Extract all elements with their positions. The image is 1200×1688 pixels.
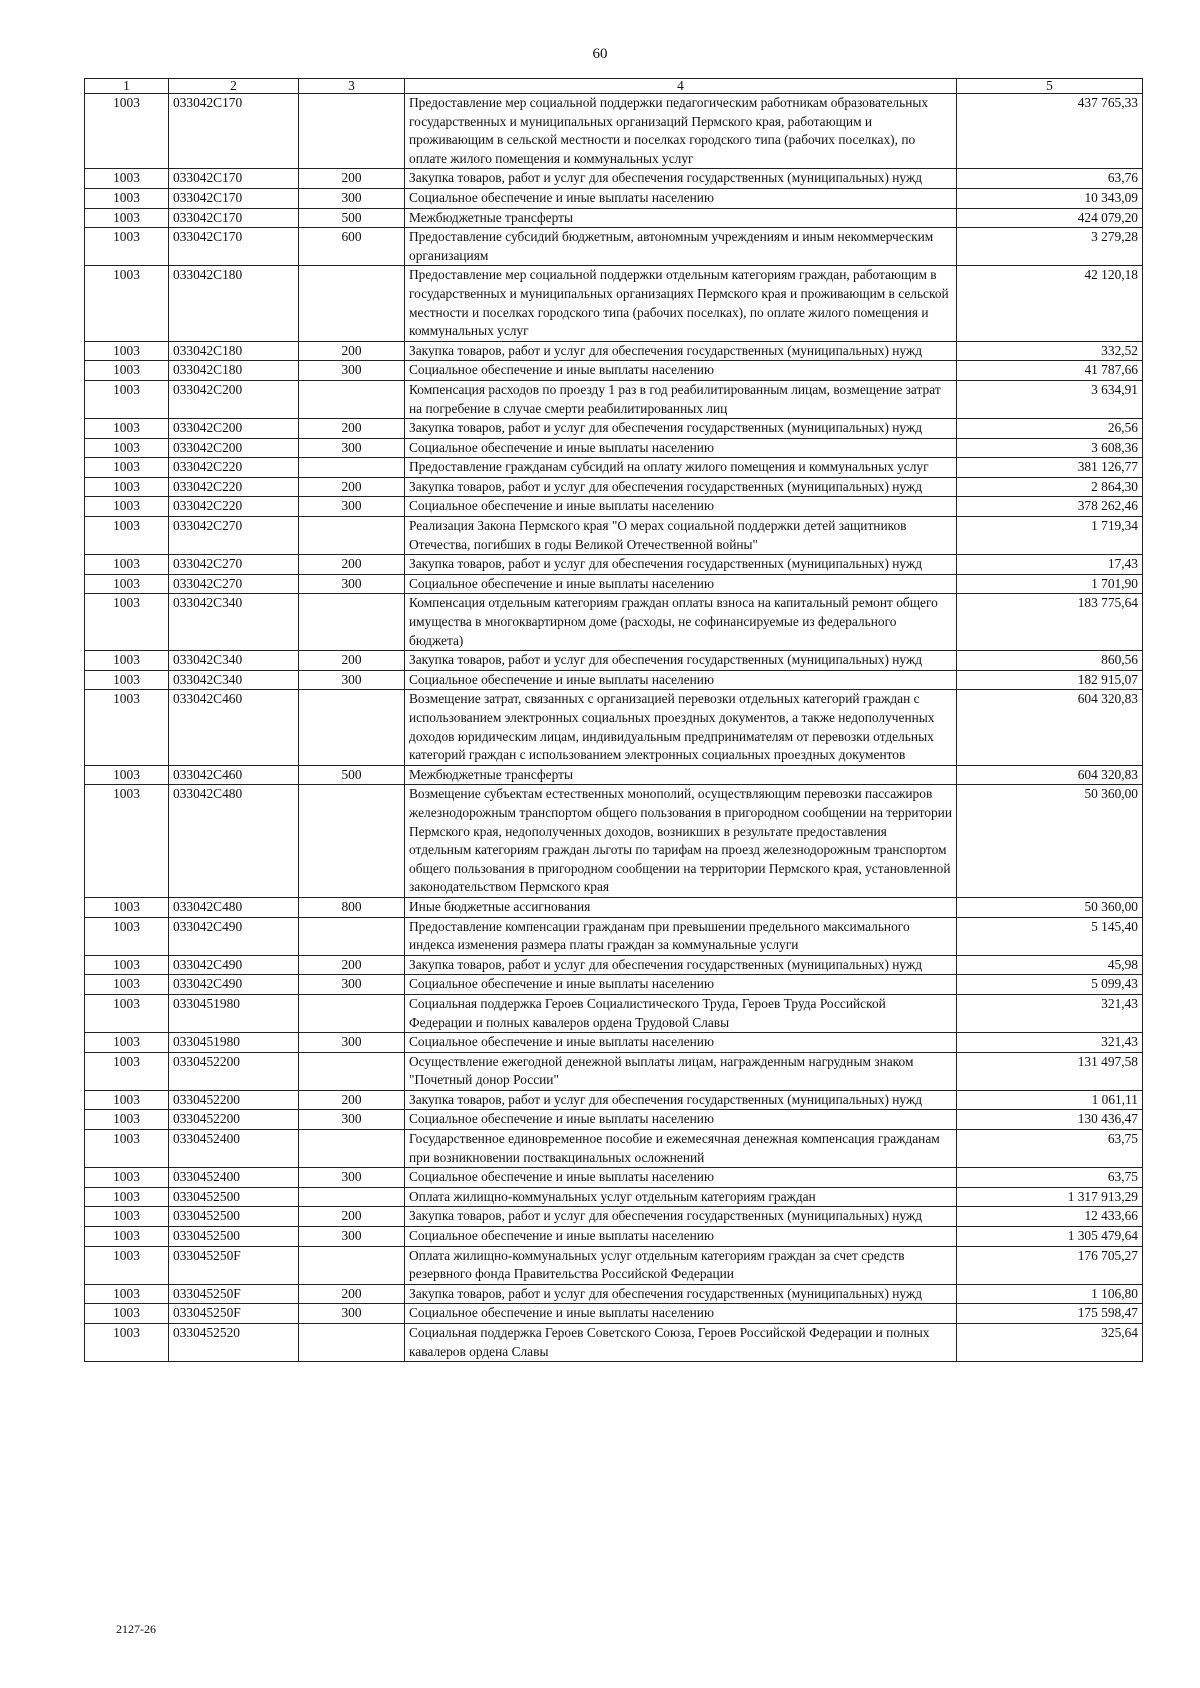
table-row [85,1090,1143,1110]
table-row [85,380,1143,418]
expense-type-cell [299,266,405,341]
expense-type-cell [299,994,405,1032]
description-cell: Социальное обеспечение и иные выплаты населению [405,1033,957,1053]
expense-type-cell [299,1052,405,1090]
expense-type-cell: 200 [299,651,405,671]
description-cell: Оплата жилищно-коммунальных услуг отдельным категориям граждан за счет средств резервного фонда Правительства Российской Федерации [405,1246,957,1284]
amount-cell: 63,76 [957,169,1143,189]
section-code-cell: 1003 [85,208,169,228]
target-item-cell: 0330452520 [169,1324,299,1362]
expense-type-cell: 500 [299,208,405,228]
amount-cell: 3 608,36 [957,438,1143,458]
target-item-cell: 033045250F [169,1246,299,1284]
expense-type-cell: 200 [299,169,405,189]
table-row [85,1284,1143,1304]
description-cell: Межбюджетные трансферты [405,208,957,228]
table-row [85,1187,1143,1207]
description-cell: Социальное обеспечение и иные выплаты населению [405,188,957,208]
target-item-cell: 033042С490 [169,955,299,975]
expense-type-cell: 300 [299,1168,405,1188]
table-row [85,1207,1143,1227]
expense-type-cell [299,594,405,651]
description-cell: Закупка товаров, работ и услуг для обеспечения государственных (муниципальных) нужд [405,419,957,439]
header-col-3: 3 [299,79,405,94]
target-item-cell: 0330452500 [169,1207,299,1227]
section-code-cell: 1003 [85,785,169,898]
amount-cell: 437 765,33 [957,94,1143,169]
expense-type-cell: 300 [299,574,405,594]
section-code-cell: 1003 [85,955,169,975]
amount-cell: 5 145,40 [957,917,1143,955]
table-row [85,955,1143,975]
amount-cell: 41 787,66 [957,361,1143,381]
target-item-cell: 033042С480 [169,785,299,898]
expense-type-cell: 300 [299,670,405,690]
section-code-cell: 1003 [85,266,169,341]
expense-type-cell: 300 [299,1033,405,1053]
table-row [85,517,1143,555]
expense-type-cell: 200 [299,955,405,975]
target-item-cell: 033042С200 [169,419,299,439]
section-code-cell: 1003 [85,897,169,917]
target-item-cell: 033042С270 [169,555,299,575]
description-cell: Оплата жилищно-коммунальных услуг отдельным категориям граждан [405,1187,957,1207]
description-cell: Предоставление субсидий бюджетным, автономным учреждениям и иным некоммерческим организациям [405,228,957,266]
description-cell: Межбюджетные трансферты [405,765,957,785]
target-item-cell: 033042С180 [169,341,299,361]
description-cell: Закупка товаров, работ и услуг для обеспечения государственных (муниципальных) нужд [405,477,957,497]
table-row [85,574,1143,594]
header-col-2: 2 [169,79,299,94]
description-cell: Предоставление компенсации гражданам при превышении предельного максимального индекса изменения размера платы граждан за коммунальные услуги [405,917,957,955]
target-item-cell: 033042С180 [169,266,299,341]
amount-cell: 63,75 [957,1168,1143,1188]
target-item-cell: 033042С220 [169,458,299,478]
section-code-cell: 1003 [85,380,169,418]
table-row [85,228,1143,266]
expense-type-cell: 600 [299,228,405,266]
section-code-cell: 1003 [85,438,169,458]
description-cell: Осуществление ежегодной денежной выплаты лицам, награжденным нагрудным знаком "Почетный донор России" [405,1052,957,1090]
section-code-cell: 1003 [85,670,169,690]
expense-type-cell: 800 [299,897,405,917]
table-row [85,594,1143,651]
section-code-cell: 1003 [85,1090,169,1110]
description-cell: Социальное обеспечение и иные выплаты населению [405,438,957,458]
table-row [85,1130,1143,1168]
target-item-cell: 033042С270 [169,574,299,594]
expense-type-cell: 300 [299,497,405,517]
target-item-cell: 0330452400 [169,1168,299,1188]
table-row [85,1033,1143,1053]
amount-cell: 42 120,18 [957,266,1143,341]
description-cell: Закупка товаров, работ и услуг для обеспечения государственных (муниципальных) нужд [405,955,957,975]
expense-type-cell [299,785,405,898]
target-item-cell: 033042С270 [169,517,299,555]
section-code-cell: 1003 [85,341,169,361]
table-row [85,1246,1143,1284]
target-item-cell: 033042С200 [169,438,299,458]
target-item-cell: 033042С490 [169,917,299,955]
table-row [85,438,1143,458]
amount-cell: 5 099,43 [957,975,1143,995]
description-cell: Социальное обеспечение и иные выплаты населению [405,670,957,690]
section-code-cell: 1003 [85,1110,169,1130]
expense-type-cell [299,458,405,478]
amount-cell: 1 061,11 [957,1090,1143,1110]
table-row [85,477,1143,497]
amount-cell: 45,98 [957,955,1143,975]
expense-type-cell: 300 [299,438,405,458]
description-cell: Компенсация отдельным категориям граждан оплаты взноса на капитальный ремонт общего имущества в многоквартирном доме (расходы, не софинансируемые из федерального бюджета) [405,594,957,651]
description-cell: Закупка товаров, работ и услуг для обеспечения государственных (муниципальных) нужд [405,1284,957,1304]
header-col-4: 4 [405,79,957,94]
expense-type-cell [299,690,405,765]
expense-type-cell [299,1187,405,1207]
expense-type-cell [299,517,405,555]
table-row [85,419,1143,439]
description-cell: Закупка товаров, работ и услуг для обеспечения государственных (муниципальных) нужд [405,651,957,671]
description-cell: Социальное обеспечение и иные выплаты населению [405,1304,957,1324]
section-code-cell: 1003 [85,765,169,785]
header-col-1: 1 [85,79,169,94]
section-code-cell: 1003 [85,1246,169,1284]
description-cell: Компенсация расходов по проезду 1 раз в год реабилитированным лицам, возмещение затрат на погребение в случае смерти реабилитированных лиц [405,380,957,418]
table-row [85,188,1143,208]
amount-cell: 424 079,20 [957,208,1143,228]
description-cell: Предоставление гражданам субсидий на оплату жилого помещения и коммунальных услуг [405,458,957,478]
header-col-5: 5 [957,79,1143,94]
amount-cell: 604 320,83 [957,765,1143,785]
amount-cell: 1 719,34 [957,517,1143,555]
section-code-cell: 1003 [85,517,169,555]
amount-cell: 183 775,64 [957,594,1143,651]
amount-cell: 325,64 [957,1324,1143,1362]
description-cell: Социальное обеспечение и иные выплаты населению [405,574,957,594]
description-cell: Социальное обеспечение и иные выплаты населению [405,1168,957,1188]
section-code-cell: 1003 [85,1227,169,1247]
section-code-cell: 1003 [85,477,169,497]
section-code-cell: 1003 [85,975,169,995]
section-code-cell: 1003 [85,574,169,594]
expense-type-cell: 200 [299,419,405,439]
description-cell: Закупка товаров, работ и услуг для обеспечения государственных (муниципальных) нужд [405,1090,957,1110]
amount-cell: 1 305 479,64 [957,1227,1143,1247]
target-item-cell: 033042С460 [169,765,299,785]
amount-cell: 1 701,90 [957,574,1143,594]
expense-type-cell: 300 [299,361,405,381]
target-item-cell: 0330451980 [169,1033,299,1053]
target-item-cell: 033045250F [169,1304,299,1324]
description-cell: Возмещение затрат, связанных с организацией перевозки отдельных категорий граждан с использованием электронных социальных проездных документов, а также недополученных доходов юридическим лицам, индивидуальным предпринимателям от перевозки отдельных категорий граждан с использованием электронных социальных проездных документов [405,690,957,765]
amount-cell: 182 915,07 [957,670,1143,690]
table-row [85,94,1143,169]
section-code-cell: 1003 [85,1304,169,1324]
table-row [85,361,1143,381]
table-row [85,897,1143,917]
section-code-cell: 1003 [85,555,169,575]
amount-cell: 131 497,58 [957,1052,1143,1090]
expense-type-cell: 500 [299,765,405,785]
expense-type-cell [299,94,405,169]
table-row [85,169,1143,189]
expense-type-cell: 200 [299,555,405,575]
expense-type-cell: 200 [299,1284,405,1304]
expense-type-cell: 300 [299,1304,405,1324]
amount-cell: 381 126,77 [957,458,1143,478]
description-cell: Предоставление мер социальной поддержки отдельным категориям граждан, работающим в государственных и муниципальных организациях Пермского края и проживающим в сельской местности и поселках городского типа (рабочих поселках), по оплате жилого помещения и коммунальных услуг [405,266,957,341]
section-code-cell: 1003 [85,1168,169,1188]
description-cell: Социальное обеспечение и иные выплаты населению [405,1110,957,1130]
table-row [85,975,1143,995]
target-item-cell: 0330452200 [169,1052,299,1090]
table-row [85,690,1143,765]
page-number: 60 [592,46,608,62]
target-item-cell: 033042С170 [169,208,299,228]
table-row [85,1110,1143,1130]
amount-cell: 130 436,47 [957,1110,1143,1130]
description-cell: Закупка товаров, работ и услуг для обеспечения государственных (муниципальных) нужд [405,1207,957,1227]
amount-cell: 321,43 [957,994,1143,1032]
table-row [85,458,1143,478]
target-item-cell: 033042С170 [169,188,299,208]
expense-type-cell [299,1130,405,1168]
amount-cell: 50 360,00 [957,785,1143,898]
footer-code: 2127-26 [116,1622,156,1636]
amount-cell: 26,56 [957,419,1143,439]
table-row [85,1227,1143,1247]
expense-type-cell [299,380,405,418]
expense-type-cell: 200 [299,1207,405,1227]
description-cell: Государственное единовременное пособие и ежемесячная денежная компенсация гражданам при возникновении поствакцинальных осложнений [405,1130,957,1168]
amount-cell: 860,56 [957,651,1143,671]
section-code-cell: 1003 [85,169,169,189]
target-item-cell: 033042С200 [169,380,299,418]
section-code-cell: 1003 [85,1187,169,1207]
amount-cell: 332,52 [957,341,1143,361]
table-row [85,917,1143,955]
table-row [85,1324,1143,1362]
description-cell: Возмещение субъектам естественных монополий, осуществляющим перевозки пассажиров железнодорожным транспортом общего пользования в пригородном сообщении на территории Пермского края, недополученных доходов, возникших в результате предоставления отдельным категориям граждан льготы по тарифам на проезд железнодорожным транспортом общего пользования в пригородном сообщении на территории Пермского края, установленной законодательством Пермского края [405,785,957,898]
amount-cell: 1 317 913,29 [957,1187,1143,1207]
expense-type-cell [299,1324,405,1362]
section-code-cell: 1003 [85,188,169,208]
table-header-row [85,79,1143,94]
section-code-cell: 1003 [85,1324,169,1362]
amount-cell: 63,75 [957,1130,1143,1168]
target-item-cell: 0330452200 [169,1110,299,1130]
description-cell: Социальное обеспечение и иные выплаты населению [405,975,957,995]
section-code-cell: 1003 [85,458,169,478]
target-item-cell: 033042С180 [169,361,299,381]
table-row [85,765,1143,785]
amount-cell: 50 360,00 [957,897,1143,917]
table-row [85,555,1143,575]
table-row [85,341,1143,361]
section-code-cell: 1003 [85,1052,169,1090]
target-item-cell: 033042С340 [169,651,299,671]
table-row [85,266,1143,341]
description-cell: Социальная поддержка Героев Социалистического Труда, Героев Труда Российской Федерации и полных кавалеров ордена Трудовой Славы [405,994,957,1032]
section-code-cell: 1003 [85,361,169,381]
expense-type-cell [299,917,405,955]
budget-table [84,78,1143,1362]
section-code-cell: 1003 [85,994,169,1032]
target-item-cell: 0330451980 [169,994,299,1032]
expense-type-cell: 200 [299,1090,405,1110]
amount-cell: 321,43 [957,1033,1143,1053]
target-item-cell: 033045250F [169,1284,299,1304]
amount-cell: 1 106,80 [957,1284,1143,1304]
description-cell: Социальная поддержка Героев Советского Союза, Героев Российской Федерации и полных кавалеров ордена Славы [405,1324,957,1362]
expense-type-cell: 300 [299,1227,405,1247]
description-cell: Закупка товаров, работ и услуг для обеспечения государственных (муниципальных) нужд [405,169,957,189]
target-item-cell: 033042С340 [169,594,299,651]
amount-cell: 2 864,30 [957,477,1143,497]
description-cell: Социальное обеспечение и иные выплаты населению [405,361,957,381]
section-code-cell: 1003 [85,1284,169,1304]
expense-type-cell: 300 [299,188,405,208]
expense-type-cell [299,1246,405,1284]
section-code-cell: 1003 [85,1033,169,1053]
target-item-cell: 033042С170 [169,169,299,189]
section-code-cell: 1003 [85,594,169,651]
target-item-cell: 0330452500 [169,1227,299,1247]
target-item-cell: 033042С170 [169,228,299,266]
description-cell: Реализация Закона Пермского края "О мерах социальной поддержки детей защитников Отечества, погибших в годы Великой Отечественной войны" [405,517,957,555]
amount-cell: 604 320,83 [957,690,1143,765]
target-item-cell: 033042С220 [169,477,299,497]
table-row [85,1052,1143,1090]
table-row [85,785,1143,898]
description-cell: Социальное обеспечение и иные выплаты населению [405,1227,957,1247]
amount-cell: 10 343,09 [957,188,1143,208]
target-item-cell: 033042С480 [169,897,299,917]
amount-cell: 3 279,28 [957,228,1143,266]
table-row [85,208,1143,228]
table-row [85,994,1143,1032]
amount-cell: 12 433,66 [957,1207,1143,1227]
expense-type-cell: 200 [299,477,405,497]
amount-cell: 378 262,46 [957,497,1143,517]
target-item-cell: 033042С220 [169,497,299,517]
section-code-cell: 1003 [85,1207,169,1227]
section-code-cell: 1003 [85,497,169,517]
description-cell: Социальное обеспечение и иные выплаты населению [405,497,957,517]
table-row [85,1168,1143,1188]
expense-type-cell: 200 [299,341,405,361]
section-code-cell: 1003 [85,917,169,955]
target-item-cell: 033042С340 [169,670,299,690]
description-cell: Закупка товаров, работ и услуг для обеспечения государственных (муниципальных) нужд [405,341,957,361]
amount-cell: 3 634,91 [957,380,1143,418]
target-item-cell: 033042С490 [169,975,299,995]
target-item-cell: 033042С170 [169,94,299,169]
section-code-cell: 1003 [85,690,169,765]
table-row [85,670,1143,690]
amount-cell: 17,43 [957,555,1143,575]
target-item-cell: 033042С460 [169,690,299,765]
section-code-cell: 1003 [85,1130,169,1168]
section-code-cell: 1003 [85,94,169,169]
target-item-cell: 0330452200 [169,1090,299,1110]
table-row [85,1304,1143,1324]
table-body [85,94,1143,1362]
section-code-cell: 1003 [85,651,169,671]
expense-type-cell: 300 [299,1110,405,1130]
table-row [85,497,1143,517]
table-row [85,651,1143,671]
amount-cell: 176 705,27 [957,1246,1143,1284]
target-item-cell: 0330452500 [169,1187,299,1207]
section-code-cell: 1003 [85,419,169,439]
expense-type-cell: 300 [299,975,405,995]
description-cell: Предоставление мер социальной поддержки педагогическим работникам образовательных государственных и муниципальных организаций Пермского края, работающим и проживающим в сельской местности и поселках городского типа (рабочих поселках), по оплате жилого помещения и коммунальных услуг [405,94,957,169]
section-code-cell: 1003 [85,228,169,266]
target-item-cell: 0330452400 [169,1130,299,1168]
description-cell: Иные бюджетные ассигнования [405,897,957,917]
amount-cell: 175 598,47 [957,1304,1143,1324]
description-cell: Закупка товаров, работ и услуг для обеспечения государственных (муниципальных) нужд [405,555,957,575]
